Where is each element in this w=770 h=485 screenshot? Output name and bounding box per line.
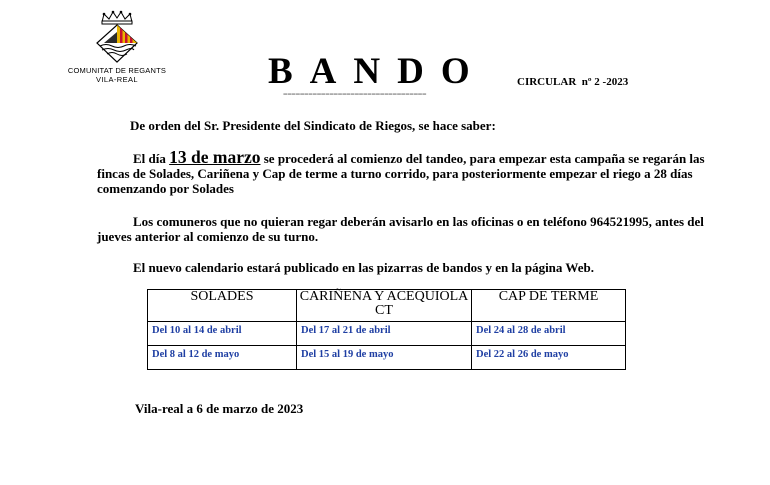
start-date: 13 de marzo — [169, 147, 261, 167]
notice-text: Los comuneros que no quieran regar deberán avisarlo en las oficinas o en teléfono 964521995, antes del jueves anterior al comienzo de su turno. — [97, 214, 704, 244]
table-cell: Del 22 al 26 de mayo — [472, 346, 626, 370]
organization-logo — [62, 10, 172, 82]
calendar-paragraph: El nuevo calendario estará publicado en las pizarras de bandos y en la página Web. — [133, 260, 594, 275]
coat-of-arms-icon — [92, 10, 142, 64]
start-date-lead: El día — [133, 151, 170, 166]
logo-text-line2: VILA-REAL — [96, 75, 138, 84]
start-date-rest: se procederá al comienzo del tandeo, para empezar esta campaña se regarán las fincas de Solades, Cariñena y Cap de terme a turno corrido, para posteriormente empezar el riego a 28 días comenzando por Solades — [97, 151, 705, 196]
table-header-row — [148, 290, 626, 322]
circular-number: CIRCULAR nº 2 -2023 — [517, 76, 629, 88]
notice-paragraph — [97, 214, 717, 244]
logo-text-line1: COMUNITAT DE REGANTS — [67, 66, 167, 75]
column-header-carinena: CARIÑENA Y ACEQUIOLA CT — [297, 290, 472, 322]
signoff-date: Vila-real a 6 de marzo de 2023 — [135, 401, 304, 416]
column-header-cap-de-terme: CAP DE TERME — [472, 290, 626, 322]
intro-paragraph: De orden del Sr. Presidente del Sindicato de Riegos, se hace saber: — [130, 118, 496, 133]
title-underline: ================================== — [283, 90, 427, 99]
schedule-table — [147, 289, 626, 370]
table-row — [148, 346, 626, 370]
table-row — [148, 322, 626, 346]
table-cell: Del 17 al 21 de abril — [297, 322, 472, 346]
table-cell: Del 8 al 12 de mayo — [148, 346, 297, 370]
start-date-paragraph — [97, 147, 717, 196]
column-header-solades: SOLADES — [148, 290, 297, 322]
document-title: BANDO — [268, 51, 487, 92]
table-cell: Del 10 al 14 de abril — [148, 322, 297, 346]
table-cell: Del 15 al 19 de mayo — [297, 346, 472, 370]
table-cell: Del 24 al 28 de abril — [472, 322, 626, 346]
